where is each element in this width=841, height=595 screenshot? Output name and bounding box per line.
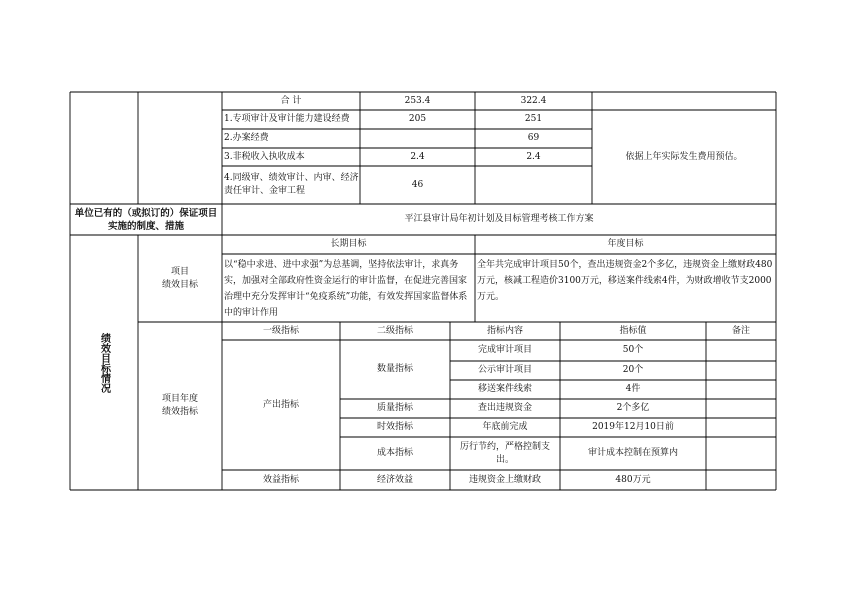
budget-row-1-v2: 251: [524, 114, 543, 124]
budget-total-label: 合 计: [280, 95, 302, 106]
header-content: 指标内容: [486, 325, 523, 336]
indicator-value-quality: 2个多亿: [616, 403, 650, 413]
budget-row-3-label: 3.非税收入执收成本: [224, 151, 305, 162]
budget-total-v1: 253.4: [404, 95, 431, 106]
indicator-value-q3: 4件: [625, 384, 641, 394]
performance-side-label: 绩效目标情况: [98, 332, 110, 393]
annual-text: 全年共完成审计项目50个，查出违规资金2个多亿，违规资金上缴财政480万元，核减工程造价3100万元，移送案件线索4件，为财政增收节支2000万元。: [477, 260, 773, 302]
long-term-header: 长期目标: [330, 239, 367, 249]
budget-row-3-v2: 2.4: [526, 151, 541, 162]
header-level1: 一级指标: [262, 325, 299, 336]
level2-time: 时效指标: [376, 422, 413, 432]
budget-row-4-v2: [475, 166, 592, 204]
budget-row-2-label: 2.办案经费: [224, 133, 269, 143]
indicator-content-quality: 查出违规资金: [477, 403, 532, 413]
budget-row-4-label: 4.同级审、绩效审计、内审、经济责任审计、金审工程: [224, 173, 359, 196]
indicator-value-q2: 20个: [622, 365, 644, 375]
indicator-content-time: 年底前完成: [482, 422, 528, 432]
header-level2: 二级指标: [376, 325, 413, 336]
project-goal-label: 项目 绩效目标: [161, 266, 198, 290]
indicator-content-q2: 公示审计项目: [477, 365, 532, 375]
level2-quantity: 数量指标: [376, 364, 413, 374]
level2-quality: 质量指标: [376, 403, 413, 413]
budget-row-1-v1: 205: [408, 114, 427, 124]
indicator-value-cost: 审计成本控制在预算内: [587, 448, 678, 458]
budget-row-2-v2: 69: [527, 133, 540, 143]
level1-output: 产出指标: [262, 399, 299, 410]
budget-row-1-label: 1.专项审计及审计能力建设经费: [224, 114, 350, 124]
budget-row-4-v1: 46: [411, 179, 424, 190]
annual-header: 年度目标: [607, 239, 644, 249]
annual-indicator-label: 项目年度 绩效指标: [161, 394, 198, 417]
indicator-value-q1: 50个: [622, 345, 644, 355]
guarantee-label: 单位已有的（或拟订的）保证项目实施的制度、措施: [74, 207, 218, 232]
long-term-text: 以“稳中求进、进中求强”为总基调，坚持依法审计，求真务实，加强对全部政府性资金运行的审计监督，在促进完善国家治理中充分发挥审计“免疫系统”功能，有效发挥国家监督体系中的审计作用: [224, 260, 468, 318]
budget-note: 依据上年实际发生费用预估。: [625, 151, 743, 162]
indicator-value-time: 2019年12月10日前: [592, 422, 674, 432]
budget-total-v2: 322.4: [520, 95, 547, 106]
level1-benefit: 效益指标: [262, 474, 299, 485]
indicator-content-economic: 违规资金上缴财政: [468, 474, 541, 485]
budget-row-3-v1: 2.4: [410, 151, 425, 162]
indicator-content-q3: 移送案件线索: [477, 384, 532, 394]
indicator-content-q1: 完成审计项目: [477, 345, 532, 355]
header-value: 指标值: [619, 325, 647, 336]
indicator-value-economic: 480万元: [615, 474, 651, 485]
budget-row-2-v1: [360, 129, 475, 148]
level2-economic: 经济效益: [376, 474, 413, 485]
header-remark: 备注: [731, 325, 750, 336]
level2-cost: 成本指标: [376, 448, 413, 458]
indicator-content-cost: 厉行节约，严格控制支出。: [459, 441, 550, 465]
guarantee-value: 平江县审计局年初计划及目标管理考核工作方案: [404, 214, 594, 224]
